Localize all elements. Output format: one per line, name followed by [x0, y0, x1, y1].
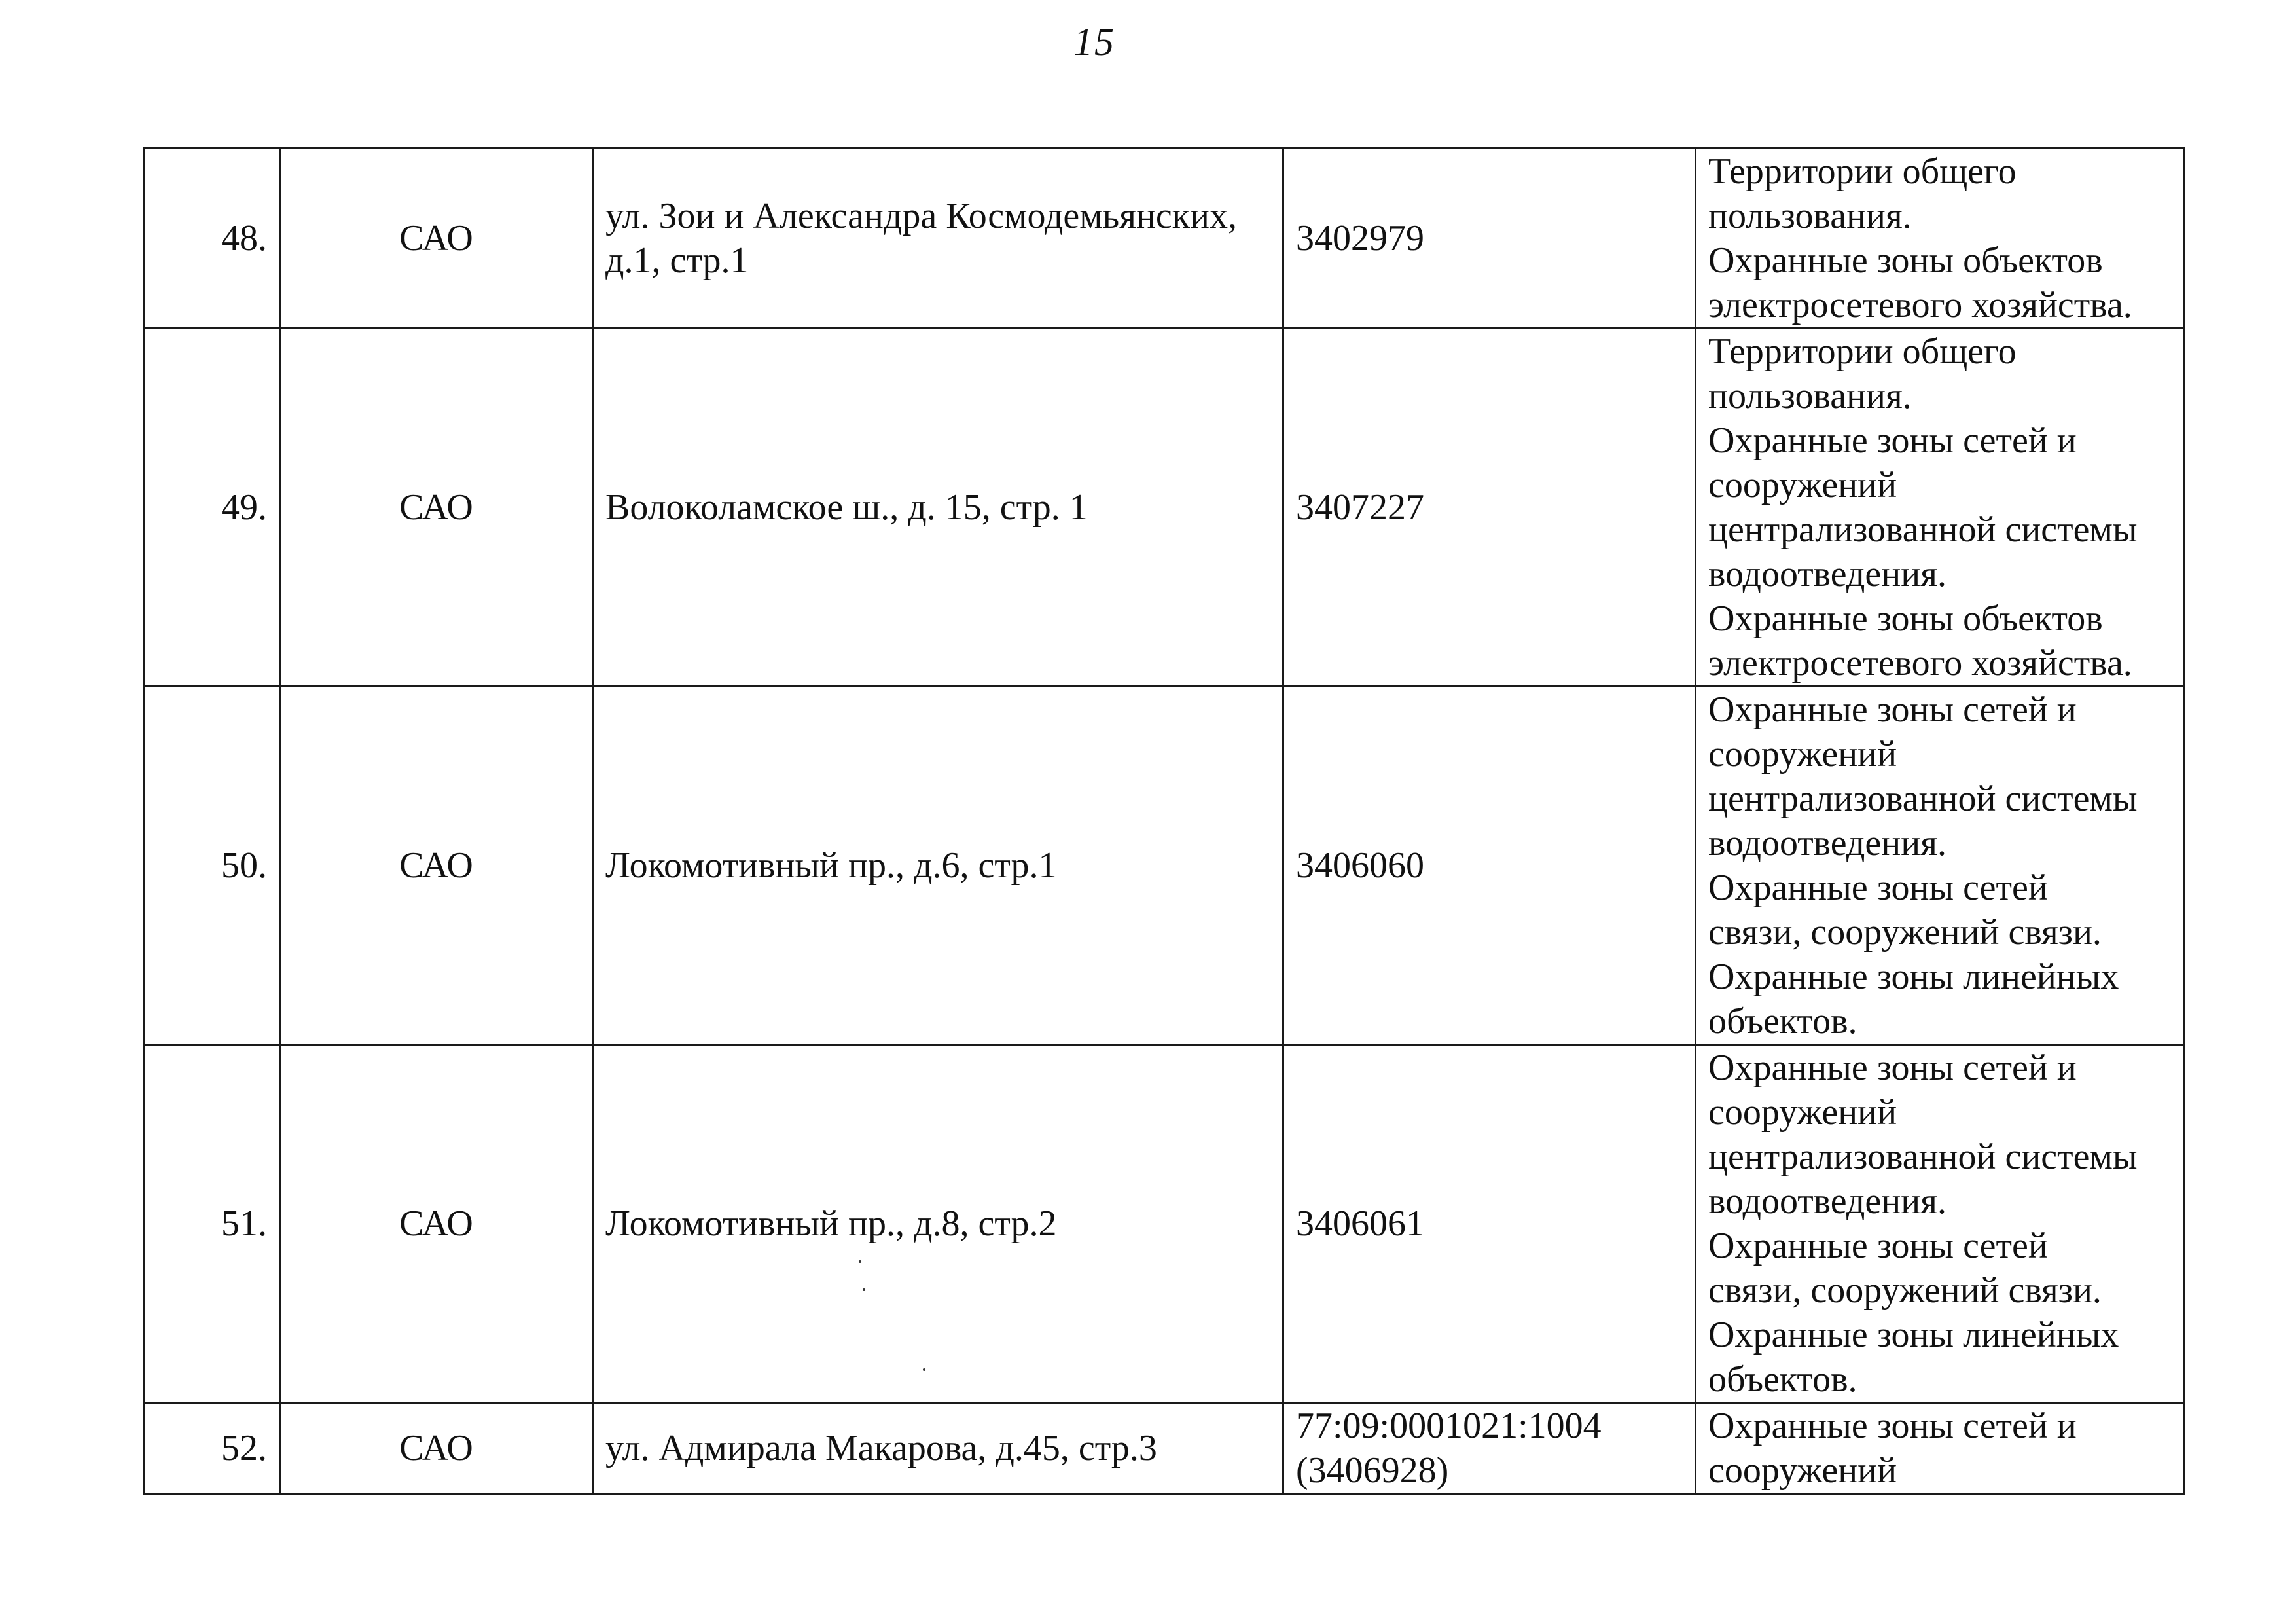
zones-line: сооружений	[1708, 1450, 1897, 1491]
zones-line: сооружений	[1708, 465, 1897, 505]
scan-speck	[923, 1368, 925, 1371]
object-id-cell: 3402979	[1283, 149, 1696, 329]
zones-line: Охранные зоны линейных	[1708, 1315, 2119, 1355]
district-cell: САО	[280, 149, 593, 329]
row-number: 52.	[144, 1403, 280, 1494]
address-cell: ул. Адмирала Макарова, д.45, стр.3	[593, 1403, 1283, 1494]
zones-line: сооружений	[1708, 734, 1897, 775]
table-row	[144, 1045, 2185, 1403]
zones-line: электросетевого хозяйства.	[1708, 643, 2132, 684]
scan-speck	[859, 1260, 861, 1263]
zones-line: электросетевого хозяйства.	[1708, 285, 2132, 325]
object-id-cell: 3407227	[1283, 329, 1696, 687]
table-row	[144, 149, 2185, 329]
scan-speck	[863, 1288, 865, 1291]
zones-line: Охранные зоны сетей	[1708, 867, 2048, 908]
zones-line: Территории общего	[1708, 151, 2017, 192]
zones-line: пользования.	[1708, 196, 1912, 236]
zones-line: Охранные зоны сетей	[1708, 1226, 2048, 1266]
zones-line: объектов.	[1708, 1359, 1857, 1400]
table-row	[144, 687, 2185, 1045]
zones-line: Охранные зоны сетей и	[1708, 420, 2077, 461]
address-cell: Локомотивный пр., д.8, стр.2	[593, 1045, 1283, 1403]
row-number: 48.	[144, 149, 280, 329]
district-cell: САО	[280, 329, 593, 687]
address-cell: Локомотивный пр., д.6, стр.1	[593, 687, 1283, 1045]
row-number: 49.	[144, 329, 280, 687]
zones-cell	[1696, 1045, 2185, 1403]
zones-line: Охранные зоны сетей и	[1708, 689, 2077, 730]
table-row	[144, 329, 2185, 687]
object-id-cell: 77:09:0001021:1004 (3406928)	[1283, 1403, 1696, 1494]
district-cell: САО	[280, 1045, 593, 1403]
row-number: 51.	[144, 1045, 280, 1403]
address-cell: Волоколамское ш., д. 15, стр. 1	[593, 329, 1283, 687]
district-cell: САО	[280, 687, 593, 1045]
zones-line: Охранные зоны линейных	[1708, 957, 2119, 997]
zones-line: Охранные зоны объектов	[1708, 240, 2103, 281]
zones-cell	[1696, 149, 2185, 329]
zones-line: пользования.	[1708, 376, 1912, 416]
zones-line: Охранные зоны объектов	[1708, 598, 2103, 639]
zones-line: объектов.	[1708, 1001, 1857, 1042]
zones-line: Охранные зоны сетей и	[1708, 1048, 2077, 1088]
zones-cell	[1696, 1403, 2185, 1494]
zones-line: связи, сооружений связи.	[1708, 912, 2102, 953]
object-id-cell: 3406061	[1283, 1045, 1696, 1403]
register-table	[143, 147, 2185, 1495]
district-cell: САО	[280, 1403, 593, 1494]
zones-cell	[1696, 687, 2185, 1045]
table-row	[144, 1403, 2185, 1494]
zones-line: сооружений	[1708, 1092, 1897, 1133]
zones-line: связи, сооружений связи.	[1708, 1270, 2102, 1311]
object-id-cell: 3406060	[1283, 687, 1696, 1045]
row-number: 50.	[144, 687, 280, 1045]
zones-line: Территории общего	[1708, 331, 2017, 372]
page-number: 15	[1073, 20, 1115, 64]
zones-line: централизованной системы	[1708, 1137, 2138, 1177]
address-cell: ул. Зои и Александра Космодемьянских, д.1, стр.1	[593, 149, 1283, 329]
zones-line: централизованной системы	[1708, 509, 2138, 550]
zones-line: централизованной системы	[1708, 778, 2138, 819]
zones-line: водоотведения.	[1708, 1181, 1946, 1222]
zones-line: водоотведения.	[1708, 823, 1946, 864]
zones-line: водоотведения.	[1708, 554, 1946, 594]
zones-line: Охранные зоны сетей и	[1708, 1406, 2077, 1446]
zones-cell	[1696, 329, 2185, 687]
